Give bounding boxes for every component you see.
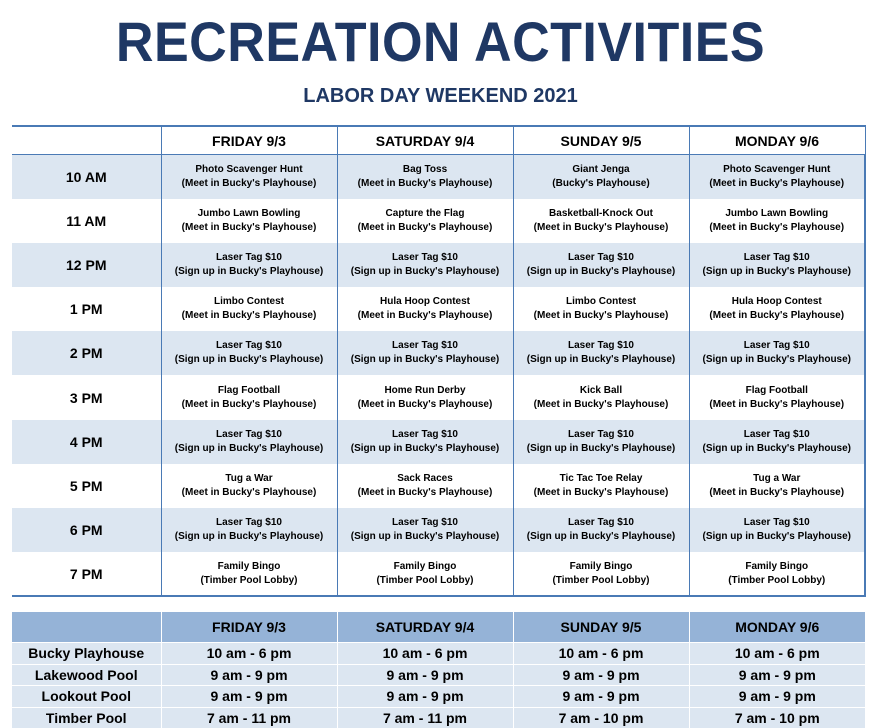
facility-hours: 9 am - 9 pm: [513, 664, 689, 686]
schedule-row: [12, 375, 865, 419]
activity-cell: [161, 287, 337, 331]
activity-cell: [513, 552, 689, 596]
activity-location: (Meet in Bucky's Playhouse): [181, 177, 317, 189]
facility-hours-table: [12, 612, 865, 728]
activity-cell: [161, 199, 337, 243]
activity-location: (Sign up in Bucky's Playhouse): [350, 531, 500, 543]
time-slot: 12 PM: [12, 243, 161, 287]
schedule-row: [12, 199, 865, 243]
activity-cell: [513, 508, 689, 552]
activity-location: (Sign up in Bucky's Playhouse): [702, 531, 851, 543]
activity-name: Laser Tag $10: [392, 428, 458, 440]
activity-cell: [161, 375, 337, 419]
hours-day-header: SATURDAY 9/4: [337, 612, 513, 643]
activity-name: Photo Scavenger Hunt: [723, 163, 831, 175]
activity-cell: [513, 199, 689, 243]
activity-name: Laser Tag $10: [743, 428, 810, 440]
activity-location: (Timber Pool Lobby): [728, 574, 826, 586]
schedule-day-header: MONDAY 9/6: [689, 126, 865, 155]
facility-hours: 9 am - 9 pm: [689, 664, 865, 686]
activity-name: Hula Hoop Contest: [731, 296, 822, 308]
hours-header-row: [12, 612, 865, 643]
hours-row: [12, 707, 865, 728]
activity-location: (Meet in Bucky's Playhouse): [709, 486, 845, 498]
facility-hours: 9 am - 9 pm: [513, 686, 689, 708]
activity-location: (Meet in Bucky's Playhouse): [709, 177, 845, 189]
activity-location: (Meet in Bucky's Playhouse): [357, 221, 493, 233]
activity-cell: [337, 199, 513, 243]
activity-cell: [337, 464, 513, 508]
activity-location: (Sign up in Bucky's Playhouse): [174, 354, 324, 366]
activity-name: Laser Tag $10: [568, 517, 634, 529]
time-slot: 4 PM: [12, 420, 161, 464]
schedule-day-header: SATURDAY 9/4: [337, 126, 513, 155]
facility-hours: 7 am - 10 pm: [689, 707, 865, 728]
time-slot: 5 PM: [12, 464, 161, 508]
activity-cell: [161, 420, 337, 464]
activity-name: Laser Tag $10: [743, 251, 810, 263]
activity-name: Family Bingo: [217, 560, 281, 572]
activity-name: Limbo Contest: [566, 296, 636, 308]
facility-hours: 10 am - 6 pm: [161, 643, 337, 665]
activity-name: Family Bingo: [569, 560, 633, 572]
activity-cell: [689, 464, 865, 508]
activity-cell: [689, 199, 865, 243]
activity-cell: [161, 331, 337, 375]
activity-name: Tug a War: [753, 472, 801, 484]
activity-location: (Meet in Bucky's Playhouse): [709, 221, 845, 233]
activity-cell: [513, 287, 689, 331]
facility-hours: 9 am - 9 pm: [337, 664, 513, 686]
schedule-header-row: [12, 126, 865, 155]
activity-name: Tug a War: [225, 472, 273, 484]
facility-hours: 9 am - 9 pm: [161, 686, 337, 708]
activity-cell: [161, 552, 337, 596]
schedule-day-header: FRIDAY 9/3: [161, 126, 337, 155]
activity-location: (Meet in Bucky's Playhouse): [181, 398, 317, 410]
activity-cell: [337, 420, 513, 464]
facility-hours: 7 am - 11 pm: [161, 707, 337, 728]
activity-location: (Meet in Bucky's Playhouse): [709, 310, 845, 322]
activity-name: Laser Tag $10: [568, 428, 634, 440]
page-title: RECREATION ACTIVITIES: [115, 10, 766, 73]
activity-name: Family Bingo: [745, 560, 809, 572]
time-slot: 11 AM: [12, 199, 161, 243]
schedule-row: [12, 287, 865, 331]
hours-row: [12, 643, 865, 665]
schedule-row: [12, 420, 865, 464]
activity-name: Photo Scavenger Hunt: [195, 163, 303, 175]
activity-cell: [689, 287, 865, 331]
activity-cell: [337, 552, 513, 596]
activity-name: Laser Tag $10: [743, 340, 810, 352]
activity-location: (Meet in Bucky's Playhouse): [357, 486, 493, 498]
activity-cell: [513, 155, 689, 199]
activity-location: (Meet in Bucky's Playhouse): [533, 221, 669, 233]
activity-schedule-table: [12, 125, 866, 597]
activity-name: Laser Tag $10: [392, 340, 458, 352]
activity-name: Laser Tag $10: [216, 428, 282, 440]
activity-location: (Meet in Bucky's Playhouse): [357, 177, 493, 189]
schedule-day-header: SUNDAY 9/5: [513, 126, 689, 155]
page-subtitle: LABOR DAY WEEKEND 2021: [303, 85, 578, 107]
schedule-row: [12, 508, 865, 552]
activity-cell: [689, 552, 865, 596]
facility-hours: 9 am - 9 pm: [161, 664, 337, 686]
activity-location: (Bucky's Playhouse): [552, 177, 650, 189]
activity-cell: [513, 331, 689, 375]
activity-location: (Sign up in Bucky's Playhouse): [174, 442, 324, 454]
activity-cell: [337, 287, 513, 331]
activity-cell: [161, 155, 337, 199]
schedule-row: [12, 155, 865, 199]
time-slot: 10 AM: [12, 155, 161, 199]
activity-name: Laser Tag $10: [568, 251, 634, 263]
facility-hours: 7 am - 10 pm: [513, 707, 689, 728]
facility-hours: 10 am - 6 pm: [513, 643, 689, 665]
schedule-row: [12, 464, 865, 508]
activity-location: (Meet in Bucky's Playhouse): [181, 221, 317, 233]
activity-location: (Meet in Bucky's Playhouse): [533, 398, 669, 410]
time-slot: 6 PM: [12, 508, 161, 552]
facility-hours: 9 am - 9 pm: [337, 686, 513, 708]
activity-location: (Sign up in Bucky's Playhouse): [702, 265, 851, 277]
activity-cell: [161, 243, 337, 287]
activity-cell: [689, 508, 865, 552]
activity-location: (Meet in Bucky's Playhouse): [533, 310, 669, 322]
activity-name: Capture the Flag: [385, 207, 465, 219]
facility-name: Timber Pool: [12, 707, 161, 728]
activity-cell: [513, 420, 689, 464]
activity-name: Flag Football: [217, 384, 281, 396]
activity-cell: [161, 464, 337, 508]
activity-location: (Meet in Bucky's Playhouse): [533, 486, 669, 498]
activity-location: (Meet in Bucky's Playhouse): [181, 310, 317, 322]
activity-name: Laser Tag $10: [216, 340, 282, 352]
activity-location: (Sign up in Bucky's Playhouse): [350, 442, 500, 454]
activity-location: (Sign up in Bucky's Playhouse): [350, 265, 500, 277]
activity-cell: [337, 331, 513, 375]
activity-cell: [689, 155, 865, 199]
facility-name: Bucky Playhouse: [12, 643, 161, 665]
activity-name: Sack Races: [397, 472, 453, 484]
activity-cell: [689, 243, 865, 287]
hours-row: [12, 686, 865, 708]
activity-name: Jumbo Lawn Bowling: [725, 207, 829, 219]
activity-name: Laser Tag $10: [216, 251, 282, 263]
hours-day-header: MONDAY 9/6: [689, 612, 865, 643]
schedule-row: [12, 243, 865, 287]
activity-name: Giant Jenga: [572, 163, 630, 175]
facility-hours: 7 am - 11 pm: [337, 707, 513, 728]
activity-location: (Timber Pool Lobby): [552, 574, 650, 586]
activity-cell: [513, 243, 689, 287]
activity-name: Hula Hoop Contest: [380, 296, 470, 308]
activity-name: Basketball-Knock Out: [549, 207, 653, 219]
activity-location: (Sign up in Bucky's Playhouse): [526, 265, 676, 277]
activity-location: (Sign up in Bucky's Playhouse): [702, 354, 851, 366]
activity-name: Laser Tag $10: [392, 517, 458, 529]
activity-location: (Meet in Bucky's Playhouse): [181, 486, 317, 498]
activity-name: Bag Toss: [402, 163, 448, 175]
activity-location: (Meet in Bucky's Playhouse): [357, 398, 493, 410]
activity-name: Laser Tag $10: [568, 340, 634, 352]
schedule-row: [12, 552, 865, 596]
activity-cell: [161, 508, 337, 552]
activity-name: Laser Tag $10: [216, 517, 282, 529]
facility-hours: 10 am - 6 pm: [689, 643, 865, 665]
activity-location: (Sign up in Bucky's Playhouse): [526, 354, 676, 366]
activity-name: Laser Tag $10: [743, 517, 810, 529]
schedule-row: [12, 331, 865, 375]
activity-location: (Sign up in Bucky's Playhouse): [526, 531, 676, 543]
activity-cell: [689, 375, 865, 419]
hours-corner: [12, 612, 161, 643]
activity-cell: [337, 155, 513, 199]
activity-cell: [689, 420, 865, 464]
activity-name: Flag Football: [745, 384, 808, 396]
activity-name: Home Run Derby: [384, 384, 466, 396]
activity-location: (Sign up in Bucky's Playhouse): [702, 442, 851, 454]
activity-cell: [513, 375, 689, 419]
activity-name: Tic Tac Toe Relay: [559, 472, 643, 484]
time-slot: 7 PM: [12, 552, 161, 596]
activity-location: (Sign up in Bucky's Playhouse): [526, 442, 676, 454]
hours-day-header: FRIDAY 9/3: [161, 612, 337, 643]
activity-location: (Sign up in Bucky's Playhouse): [174, 265, 324, 277]
time-slot: 3 PM: [12, 375, 161, 419]
activity-name: Jumbo Lawn Bowling: [197, 207, 301, 219]
activity-location: (Meet in Bucky's Playhouse): [709, 398, 845, 410]
facility-name: Lookout Pool: [12, 686, 161, 708]
activity-name: Laser Tag $10: [392, 251, 458, 263]
activity-location: (Sign up in Bucky's Playhouse): [174, 531, 324, 543]
activity-cell: [337, 243, 513, 287]
activity-name: Family Bingo: [393, 560, 457, 572]
activity-location: (Meet in Bucky's Playhouse): [357, 310, 493, 322]
hours-row: [12, 664, 865, 686]
time-slot: 2 PM: [12, 331, 161, 375]
activity-cell: [689, 331, 865, 375]
activity-name: Limbo Contest: [214, 296, 284, 308]
facility-hours: 9 am - 9 pm: [689, 686, 865, 708]
activity-cell: [337, 375, 513, 419]
activity-location: (Timber Pool Lobby): [376, 574, 474, 586]
facility-hours: 10 am - 6 pm: [337, 643, 513, 665]
schedule-corner: [12, 126, 161, 155]
time-slot: 1 PM: [12, 287, 161, 331]
activity-name: Kick Ball: [579, 384, 623, 396]
activity-location: (Sign up in Bucky's Playhouse): [350, 354, 500, 366]
hours-day-header: SUNDAY 9/5: [513, 612, 689, 643]
facility-name: Lakewood Pool: [12, 664, 161, 686]
activity-cell: [337, 508, 513, 552]
activity-cell: [513, 464, 689, 508]
activity-location: (Timber Pool Lobby): [200, 574, 298, 586]
